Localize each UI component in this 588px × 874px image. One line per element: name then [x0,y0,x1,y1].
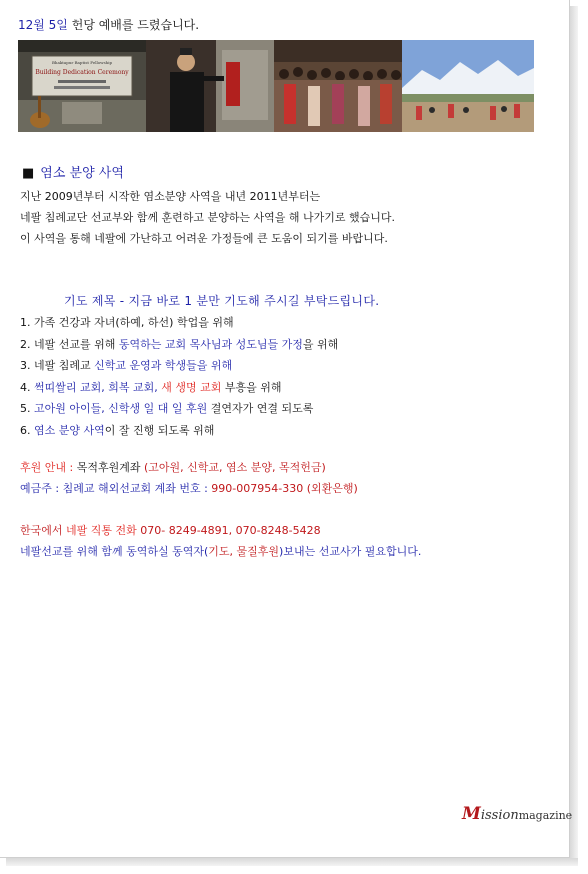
photo-ribbon-cutting [146,40,274,132]
header-date: 12월 5일 [18,18,68,32]
page-shadow-right [570,6,578,864]
page-shadow-bottom [6,858,578,866]
support-detail: (고아원, 신학교, 염소 분양, 목적헌금) [143,461,326,474]
svg-text:Bhaktapur Baptist Fellowship: Bhaktapur Baptist Fellowship [51,60,113,65]
support-text: 목적후원계좌 [73,461,144,474]
prayer-item [20,377,550,399]
paragraph-line: 네팔 침례교단 선교부와 함께 훈련하고 분양하는 사역을 해 나가기로 했습니다. [20,211,395,224]
support-account-line [20,457,550,478]
logo-text: magazine [518,809,573,822]
contact-info [20,520,560,562]
prayer-item [20,398,550,420]
header-line [18,16,199,33]
photo-strip [18,40,534,132]
support-label: 후원 안내 : [20,461,74,474]
photo-dedication-banner [18,40,146,132]
account-number: 990-007954-330 [211,482,304,495]
bullet-square-icon: ■ [22,166,35,181]
prayer-item-text: 2. 네팔 선교를 위해 [20,337,119,351]
paragraph-line: 이 사역을 통해 네팔에 가난하고 어려운 가정들에 큰 도움이 되기를 바랍니다. [20,232,388,245]
prayer-item-text: 결연자가 연결 되도록 [207,402,314,415]
header-text: 헌당 예배를 드렸습니다. [67,18,200,32]
account-label: 계좌 번호 : [151,482,212,495]
prayer-item-text: 1. 가족 건강과 자녀(하예, 하선) 학업을 위해 [20,316,234,329]
prayer-item-text: 부흥을 위해 [221,380,282,394]
banner-title: Building Dedication Ceremony [35,69,129,76]
prayer-item-highlight: 동역하는 교회 목사님과 성도님들 가정 [118,337,303,351]
depositor-name: 침례교 해외선교회 [62,482,152,495]
prayer-item-text: 6. [20,423,34,437]
logo-initial: M [462,804,481,824]
support-info [20,457,550,499]
partner-text: 네팔선교를 위해 함께 동역하실 동역자( [20,545,209,558]
prayer-item-highlight: 썩띠쌀리 교회, 희복 교회, [34,380,162,394]
partner-text: )보내는 선교사가 필요합니다. [279,545,422,558]
prayer-item-text: 이 잘 진행 되도록 위해 [104,423,215,437]
prayer-item [20,334,550,356]
prayer-item-text: 3. 네팔 침례교 [20,359,95,372]
prayer-request-title: 기도 제목 - 지금 바로 1 분만 기도해 주시길 부탁드립니다. [64,294,380,308]
depositor-label: 예금주 : [20,482,63,495]
prayer-item [20,312,550,334]
section-title-text: 염소 분양 사역 [40,166,124,181]
prayer-item [20,420,550,442]
prayer-item-highlight: 신학교 운영과 학생들을 위해 [94,359,233,372]
phone-line [20,520,560,541]
goat-ministry-title [22,162,124,181]
photo-congregation [274,40,402,132]
phone-intro: 한국에서 [20,524,67,537]
prayer-item-text: 5. [20,402,34,415]
prayer-item-red-highlight: 새 생명 교회 [161,380,222,394]
photo-mountain-gathering [402,40,534,132]
logo-text: ission [480,808,519,823]
depositor-line [20,478,550,499]
partner-line [20,541,560,562]
bank-name: (외환은행) [303,482,358,495]
phone-label: 네팔 직통 전화 [66,524,137,537]
prayer-list [20,312,550,441]
goat-ministry-paragraph [20,186,540,249]
paragraph-line: 지난 2009년부터 시작한 염소분양 사역을 내년 2011년부터는 [20,190,321,203]
mission-magazine-logo [462,804,572,824]
phone-numbers: 070- 8249-4891, 070-8248-5428 [136,524,321,537]
prayer-item-highlight: 고아원 아이들, 신학생 일 대 일 후원 [34,402,208,415]
partner-highlight: 기도, 물질후원 [208,545,280,558]
prayer-item-highlight: 염소 분양 사역 [34,423,105,437]
prayer-item-text: 을 위해 [302,337,339,351]
prayer-item [20,355,550,377]
prayer-item-text: 4. [20,380,34,394]
